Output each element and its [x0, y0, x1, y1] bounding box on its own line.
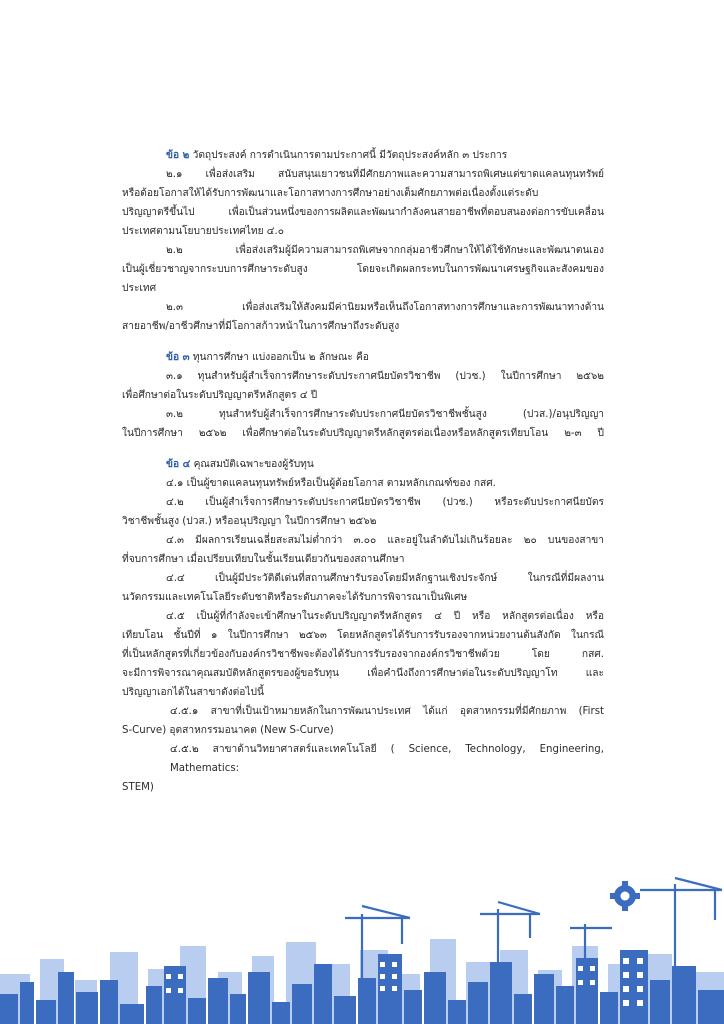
- section-heading-text: คุณสมบัติเฉพาะของผู้รับทุน: [190, 459, 314, 470]
- paragraph-line: ๔.๕ เป็นผู้ที่กำลังจะเข้าศึกษาในระดับปริญญาตรีหลักสูตร ๔ ปี หรือ หลักสูตรต่อเนื่อง หรือ: [166, 611, 604, 622]
- section-number: ข้อ ๒: [166, 150, 190, 161]
- paragraph-line: ที่จบการศึกษา เมื่อเปรียบเทียบในชั้นเรียนเดียวกันของสถานศึกษา: [122, 554, 405, 565]
- paragraph-line: ๔.๔ เป็นผู้มีประวัติดีเด่นที่สถานศึกษารับรองโดยมีหลักฐานเชิงประจักษ์ ในกรณีที่มีผลงาน: [166, 573, 604, 584]
- section-heading-text: ทุนการศึกษา แบ่งออกเป็น ๒ ลักษณะ คือ: [189, 352, 369, 363]
- paragraph-line: เพื่อศึกษาต่อในระดับปริญญาตรีหลักสูตร ๔ ปี: [122, 390, 318, 401]
- paragraph-line: เป็นผู้เชี่ยวชาญจากระบบการศึกษาระดับสูง โดยจะเกิดผลกระทบในการพัฒนาเศรษฐกิจและสังคมของ: [122, 264, 604, 275]
- paragraph-line: วิชาชีพชั้นสูง (ปวส.) หรืออนุปริญญา ในปีการศึกษา ๒๕๖๒: [122, 516, 377, 527]
- paragraph-line: เทียบโอน ชั้นปีที่ ๑ ในปีการศึกษา ๒๕๖๓ โดยหลักสูตรได้รับการรับรองจากหน่วยงานต้นสังกัด ในกรณี: [122, 630, 604, 641]
- section-number: ข้อ ๓: [166, 352, 190, 363]
- paragraph-line: ๒.๑ เพื่อส่งเสริม สนับสนุนเยาวชนที่มีศักยภาพและความสามารถพิเศษแต่ขาดแคลนทุนทรัพย์: [166, 169, 604, 180]
- section-heading: [122, 455, 604, 474]
- paragraph-line: นวัตกรรมและเทคโนโลยีระดับชาติหรือระดับภาคจะได้รับการพิจารณาเป็นพิเศษ: [122, 592, 468, 603]
- paragraph-line: ที่เป็นหลักสูตรที่เกี่ยวข้องกับองค์กรวิชาชีพจะต้องได้รับการรับรองจากองค์กรวิชาชีพด้วย โดย กสศ.: [122, 649, 604, 660]
- paragraph-line: S-Curve) อุตสาหกรรมอนาคต (New S-Curve): [122, 725, 334, 736]
- section-heading: [122, 146, 604, 165]
- document-body: [122, 146, 604, 797]
- city-skyline-illustration: [0, 854, 724, 1024]
- section-heading-text: วัตถุประสงค์ การดำเนินการตามประกาศนี้ มีวัตถุประสงค์หลัก ๓ ประการ: [189, 150, 508, 161]
- paragraph-line: สายอาชีพ/อาชีวศึกษาที่มีโอกาสก้าวหน้าในการศึกษาถึงระดับสูง: [122, 321, 400, 332]
- paragraph-line: ๔.๕.๑ สาขาที่เป็นเป้าหมายหลักในการพัฒนาประเทศ ได้แก่ อุตสาหกรรมที่มีศักยภาพ (First: [170, 706, 604, 717]
- paragraph-line: STEM): [122, 782, 154, 793]
- paragraph-line: ๓.๒ ทุนสำหรับผู้สำเร็จการศึกษาระดับประกาศนียบัตรวิชาชีพชั้นสูง (ปวส.)/อนุปริญญา: [166, 409, 604, 420]
- paragraph-line: ๔.๒ เป็นผู้สำเร็จการศึกษาระดับประกาศนียบัตรวิชาชีพ (ปวช.) หรือระดับประกาศนียบัตร: [166, 497, 604, 508]
- gear-icon: [610, 881, 640, 911]
- paragraph-line: จะมีการพิจารณาคุณสมบัติหลักสูตรของผู้ขอรับทุน เพื่อคำนึงถึงการศึกษาต่อในระดับปริญญาโท และ: [122, 668, 604, 679]
- paragraph-line: ๓.๑ ทุนสำหรับผู้สำเร็จการศึกษาระดับประกาศนียบัตรวิชาชีพ (ปวช.) ในปีการศึกษา ๒๕๖๒: [166, 371, 604, 382]
- paragraph-line: ๒.๒ เพื่อส่งเสริมผู้มีความสามารถพิเศษจากกลุ่มอาชีวศึกษาให้ได้ใช้ทักษะและพัฒนาตนเอง: [166, 245, 604, 256]
- paragraph-line: ๔.๓ มีผลการเรียนเฉลี่ยสะสมไม่ต่ำกว่า ๓.๐๐ และอยู่ในลำดับไม่เกินร้อยละ ๒๐ บนของสาขา: [166, 535, 604, 546]
- paragraph-line: ปริญญาตรีขึ้นไป เพื่อเป็นส่วนหนึ่งของการผลิตและพัฒนากำลังคนสายอาชีพที่ตอบสนองต่อการขับเคลื่อน: [122, 207, 604, 218]
- paragraph-line: หรือด้อยโอกาสให้ได้รับการพัฒนาและโอกาสทางการศึกษาอย่างเต็มศักยภาพต่อเนื่องตั้งแต่ระดับ: [122, 188, 539, 199]
- paragraph-line: ปริญญาเอกได้ในสาขาดังต่อไปนี้: [122, 687, 264, 698]
- paragraph-line: ประเทศ: [122, 283, 157, 294]
- paragraph-line: ในปีการศึกษา ๒๕๖๒ เพื่อศึกษาต่อในระดับปริญญาตรีหลักสูตรต่อเนื่องหรือหลักสูตรเทียบโอน ๒-๓ ปี: [122, 428, 604, 439]
- paragraph-line: ประเทศตามนโยบายประเทศไทย ๔.๐: [122, 226, 284, 237]
- paragraph-line: ๒.๓ เพื่อส่งเสริมให้สังคมมีค่านิยมหรือเห็นถึงโอกาสทางการศึกษาและการพัฒนาทางด้าน: [166, 302, 604, 313]
- paragraph-line: ๔.๑ เป็นผู้ขาดแคลนทุนทรัพย์หรือเป็นผู้ด้อยโอกาส ตามหลักเกณฑ์ของ กสศ.: [166, 478, 496, 489]
- section-number: ข้อ ๔: [166, 459, 191, 470]
- paragraph-line: ๔.๕.๒ สาขาด้านวิทยาศาสตร์และเทคโนโลยี ( Science, Technology, Engineering, Mathematics:: [170, 744, 604, 774]
- section-heading: [122, 348, 604, 367]
